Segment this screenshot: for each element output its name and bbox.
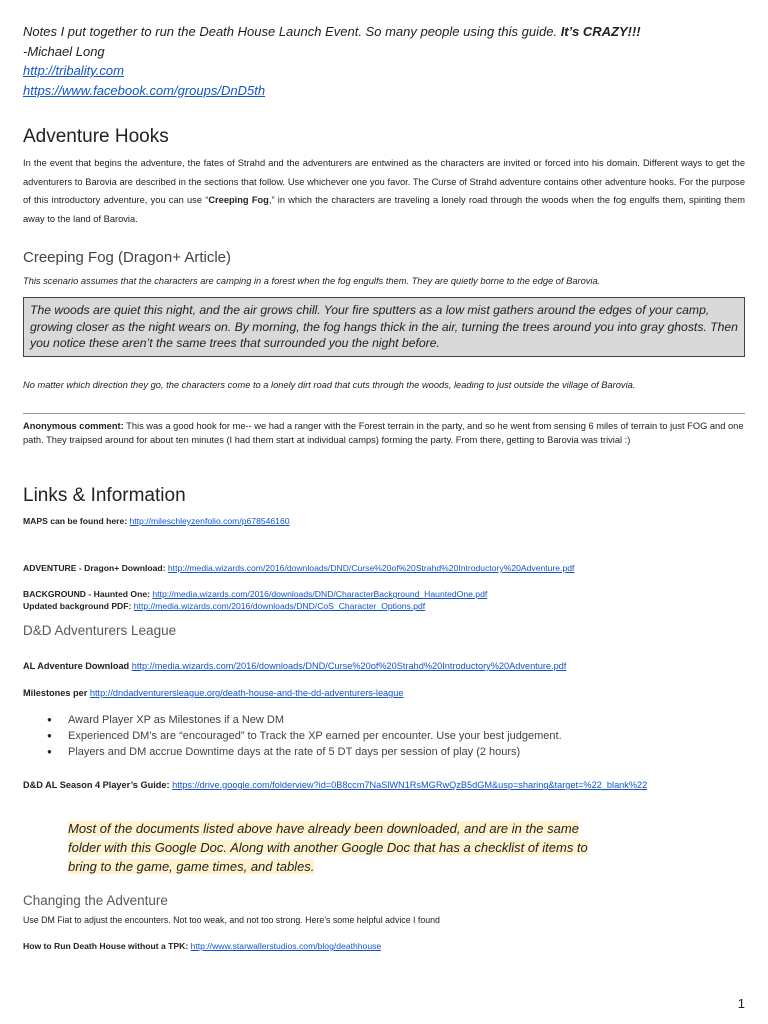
author-line: -Michael Long xyxy=(23,43,105,59)
adventure-label: ADVENTURE - Dragon+ Download: xyxy=(23,563,168,573)
intro-block xyxy=(23,22,745,100)
background-label: BACKGROUND - Haunted One: xyxy=(23,589,153,599)
hooks-text-b: ,” in which the characters are traveling a lonely road through the woods when the fog engulfs them, spiriting them away to the land of Barovia. xyxy=(23,195,745,224)
league-bullet-list xyxy=(23,712,745,760)
hooks-text-a: In the event that begins the adventure, the fates of Strahd and the adventurers are entwined as the characters are invited or forced into his domain. Different ways to get the adventurers to Barovia are described in the sections that follow. Use whichever one you favor. The Curse of Strahd adventure contains other adventure hooks. For the purpose of this introductory adventure, you can use “ xyxy=(23,158,745,206)
milestones-label: Milestones per xyxy=(23,688,90,698)
milestones-line xyxy=(23,687,745,699)
list-item: ● Experienced DM’s are “encouraged” to Track the XP earned per encounter. Use your best judgement. xyxy=(23,728,745,744)
tpk-link[interactable]: http://www.starwallerstudios.com/blog/deathhouse xyxy=(190,941,382,951)
league-heading: D&D Adventurers League xyxy=(23,623,177,638)
list-item: ● Award Player XP as Milestones if a New DM xyxy=(23,712,745,728)
anonymous-comment xyxy=(23,419,745,447)
updated-background-link[interactable]: http://media.wizards.com/2016/downloads/DND/CoS_Character_Options.pdf xyxy=(133,601,426,611)
creeping-fog-intro: This scenario assumes that the characters are camping in a forest when the fog engulfs them. They are quietly borne to the edge of Barovia. xyxy=(23,276,601,286)
highlight-note-block xyxy=(23,819,745,876)
al-download-label: AL Adventure Download xyxy=(23,661,132,671)
updated-background-line xyxy=(23,601,745,613)
players-guide-line xyxy=(23,779,745,791)
comment-label: Anonymous comment: xyxy=(23,421,124,431)
creeping-fog-heading: Creeping Fog (Dragon+ Article) xyxy=(23,249,232,266)
al-download-link[interactable]: http://media.wizards.com/2016/downloads/DND/Curse%20of%20Strahd%20Introductory%20Adventure.pdf xyxy=(131,661,567,671)
background-line xyxy=(23,589,745,601)
dm-fiat-line: Use DM Fiat to adjust the encounters. Not too weak, and not too strong. Here’s some helpful advice I found xyxy=(23,915,440,925)
players-guide-label: D&D AL Season 4 Player’s Guide: xyxy=(23,780,173,790)
al-download-line xyxy=(23,660,745,672)
adventure-link[interactable]: http://media.wizards.com/2016/downloads/DND/Curse%20of%20Strahd%20Introductory%20Adventure.pdf xyxy=(167,563,575,573)
maps-link[interactable]: http://mileschleyzenfolio.com/p678546160 xyxy=(129,516,290,526)
tpk-label: How to Run Death House without a TPK: xyxy=(23,941,191,951)
links-heading: Links & Information xyxy=(23,485,186,506)
tpk-line xyxy=(23,941,745,953)
page-number: 1 xyxy=(737,996,745,1011)
intro-text: Notes I put together to run the Death House Launch Event. So many people using this guide. xyxy=(23,24,561,39)
read-aloud-box: The woods are quiet this night, and the air grows chill. Your fire sputters as a low mist gathers around the edges of your camp, growing closer as the night wears on. By morning, the fog hangs thick in the air, turning the trees around you into gray ghosts. Then you notice these aren’t the same trees that surrounded you the night before. xyxy=(23,297,745,357)
milestones-link[interactable]: http://dndadventurersleague.org/death-house-and-the-dd-adventurers-league xyxy=(89,688,404,698)
hooks-bold: Creeping Fog xyxy=(208,195,269,206)
adventure-hooks-heading: Adventure Hooks xyxy=(23,126,169,147)
intro-bold: It’s CRAZY!!! xyxy=(560,24,641,39)
adventure-line xyxy=(23,563,745,575)
intro-line xyxy=(23,22,745,42)
maps-label: MAPS can be found here: xyxy=(23,516,130,526)
facebook-group-link[interactable]: https://www.facebook.com/groups/DnD5th xyxy=(23,82,266,98)
highlight-note: Most of the documents listed above have already been downloaded, and are in the same folder with this Google Doc. Along with another Google Doc that has a checklist of items to bring to the game, game times, and tables. xyxy=(68,821,588,874)
creeping-fog-after: No matter which direction they go, the characters come to a lonely dirt road that cuts through the woods, leading to just outside the village of Barovia. xyxy=(23,380,636,390)
divider xyxy=(23,413,745,414)
maps-line xyxy=(23,516,745,528)
players-guide-link[interactable]: https://drive.google.com/folderview?id=0B8ccm7NaSlWN1RsMGRwQzB5dGM&usp=sharing&target=%22_blank%22 xyxy=(172,780,648,790)
list-item: ● Players and DM accrue Downtime days at the rate of 5 DT days per session of play (2 hours) xyxy=(23,744,745,760)
updated-background-label: Updated background PDF: xyxy=(23,601,134,611)
tribality-link[interactable]: http://tribality.com xyxy=(23,63,124,78)
background-link[interactable]: http://media.wizards.com/2016/downloads/DND/CharacterBackground_HauntedOne.pdf xyxy=(152,589,488,599)
comment-text: This was a good hook for me-- we had a ranger with the Forest terrain in the party, and so he went from sensing 6 miles of terrain to just FOG and one path. They traipsed around for about ten minutes (I had them start at individual camps) forming the party. From there, getting to Barovia was trivial :) xyxy=(23,421,744,445)
adventure-hooks-paragraph xyxy=(23,154,745,228)
changing-heading: Changing the Adventure xyxy=(23,893,168,908)
